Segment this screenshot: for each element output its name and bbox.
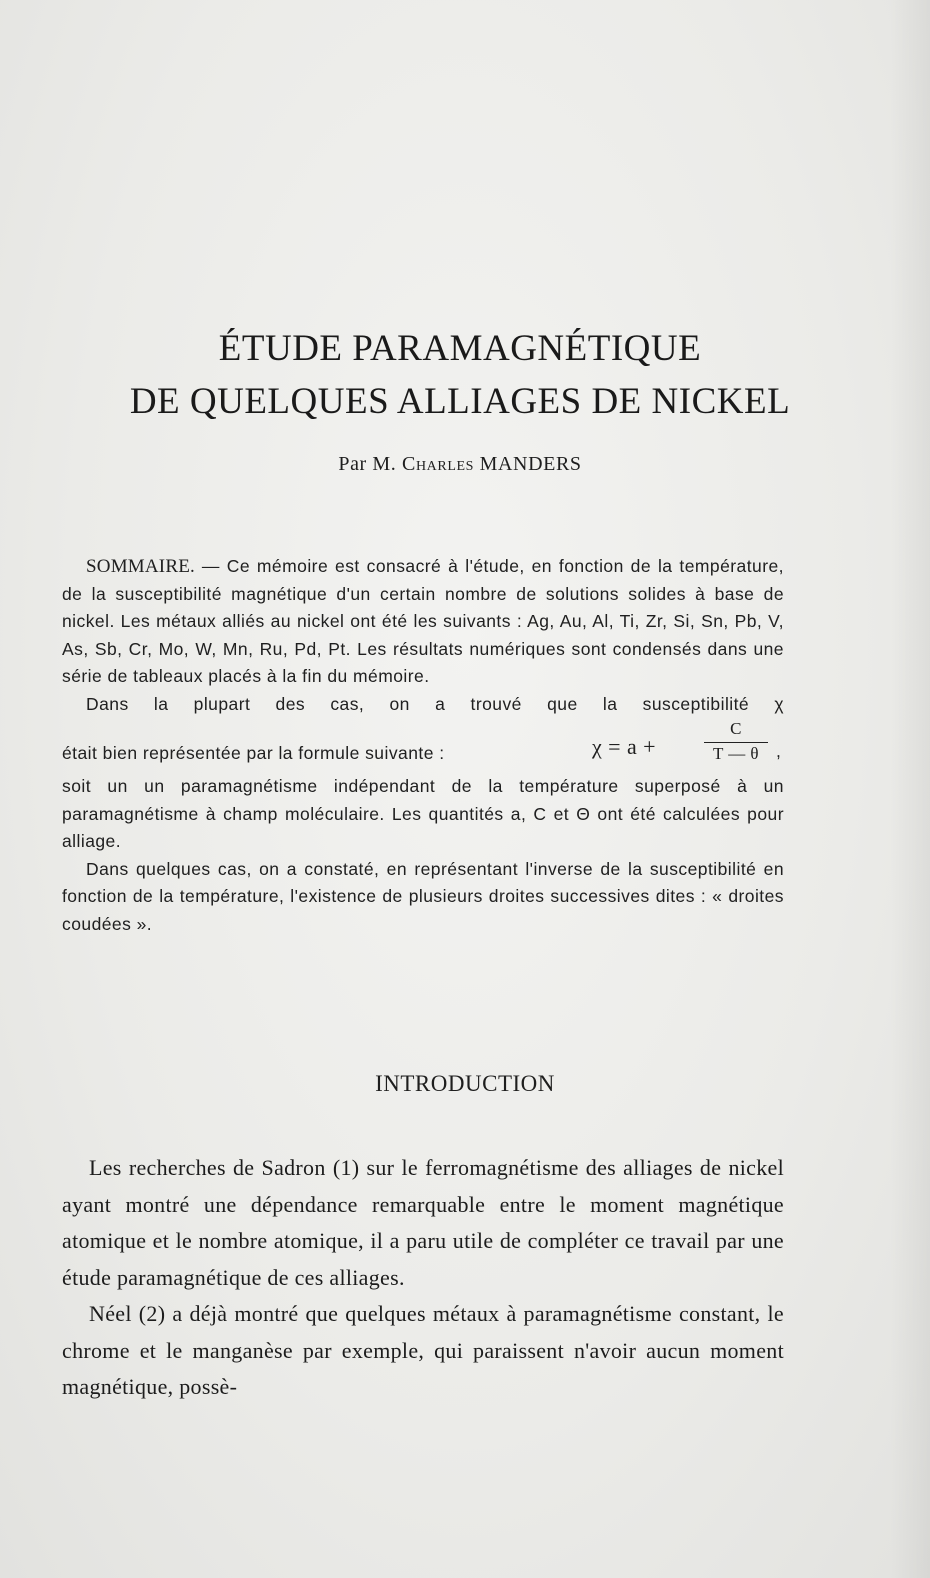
author-surname: MANDERS — [479, 453, 582, 475]
author-prefix: Par M. — [338, 453, 397, 475]
formula-lead-text: était bien représentée par la formule suivante : — [62, 743, 445, 763]
title-line-2: DE QUELQUES ALLIAGES DE NICKEL — [129, 381, 791, 422]
author-first-name: Charles — [402, 453, 475, 475]
formula-line — [62, 718, 784, 773]
summary-paragraph-2-start: Dans la plupart des cas, on a trouvé que la susceptibilité χ — [86, 693, 784, 714]
formula-comma: , — [776, 741, 782, 761]
summary-label: SOMMAIRE. — [86, 556, 195, 577]
introduction-paragraph-1: Les recherches de Sadron (1) sur le ferromagnétisme des alliages de nickel ayant montré une dépendance remarquable entre le moment magnétique atomique et le nombre atomique, il a paru utile de compléter ce travail par une étude paramagnétique de ces alliages. — [62, 1155, 784, 1290]
formula-lhs: χ = a + — [592, 734, 656, 759]
summary-paragraph-2-end: soit un un paramagnétisme indépendant de la température superposé à un paramagnétisme à champ moléculaire. Les quantités a, C et Θ ont été calculées pour alliage. — [62, 776, 784, 851]
author-line — [60, 453, 860, 476]
formula-fraction — [704, 718, 768, 765]
summary-paragraph-1-text: — Ce mémoire est consacré à l'étude, en fonction de la température, de la susceptibilité magnétique d'un certain nombre de solutions solides à base de nickel. Les métaux alliés au nickel ont été les suivants : Ag, Au, Al, Ti, Zr, Si, Sn, Pb, V, As, Sb, Cr, Mo, W, Mn, Ru, Pd, Pt. Les résultats numériques sont condensés dans une série de tableaux placés à la fin du mémoire. — [62, 556, 784, 686]
summary-paragraph-1 — [62, 553, 784, 691]
page-edge-shadow — [890, 0, 930, 1578]
formula-denominator: T — θ — [713, 744, 759, 763]
summary-block — [62, 553, 784, 938]
title-line-1: ÉTUDE PARAMAGNÉTIQUE — [218, 328, 702, 369]
introduction-paragraph-2: Néel (2) a déjà montré que quelques métaux à paramagnétisme constant, le chrome et le manganèse par exemple, qui paraissent n'avoir aucun moment magnétique, possè- — [62, 1301, 784, 1399]
formula-numerator: C — [730, 719, 742, 738]
summary-paragraph-3: Dans quelques cas, on a constaté, en représentant l'inverse de la susceptibilité en fonction de la température, l'existence de plusieurs droites successives dites : « droites coudées ». — [62, 858, 784, 934]
introduction-body — [62, 1150, 784, 1406]
section-heading-introduction: INTRODUCTION — [375, 1071, 555, 1096]
